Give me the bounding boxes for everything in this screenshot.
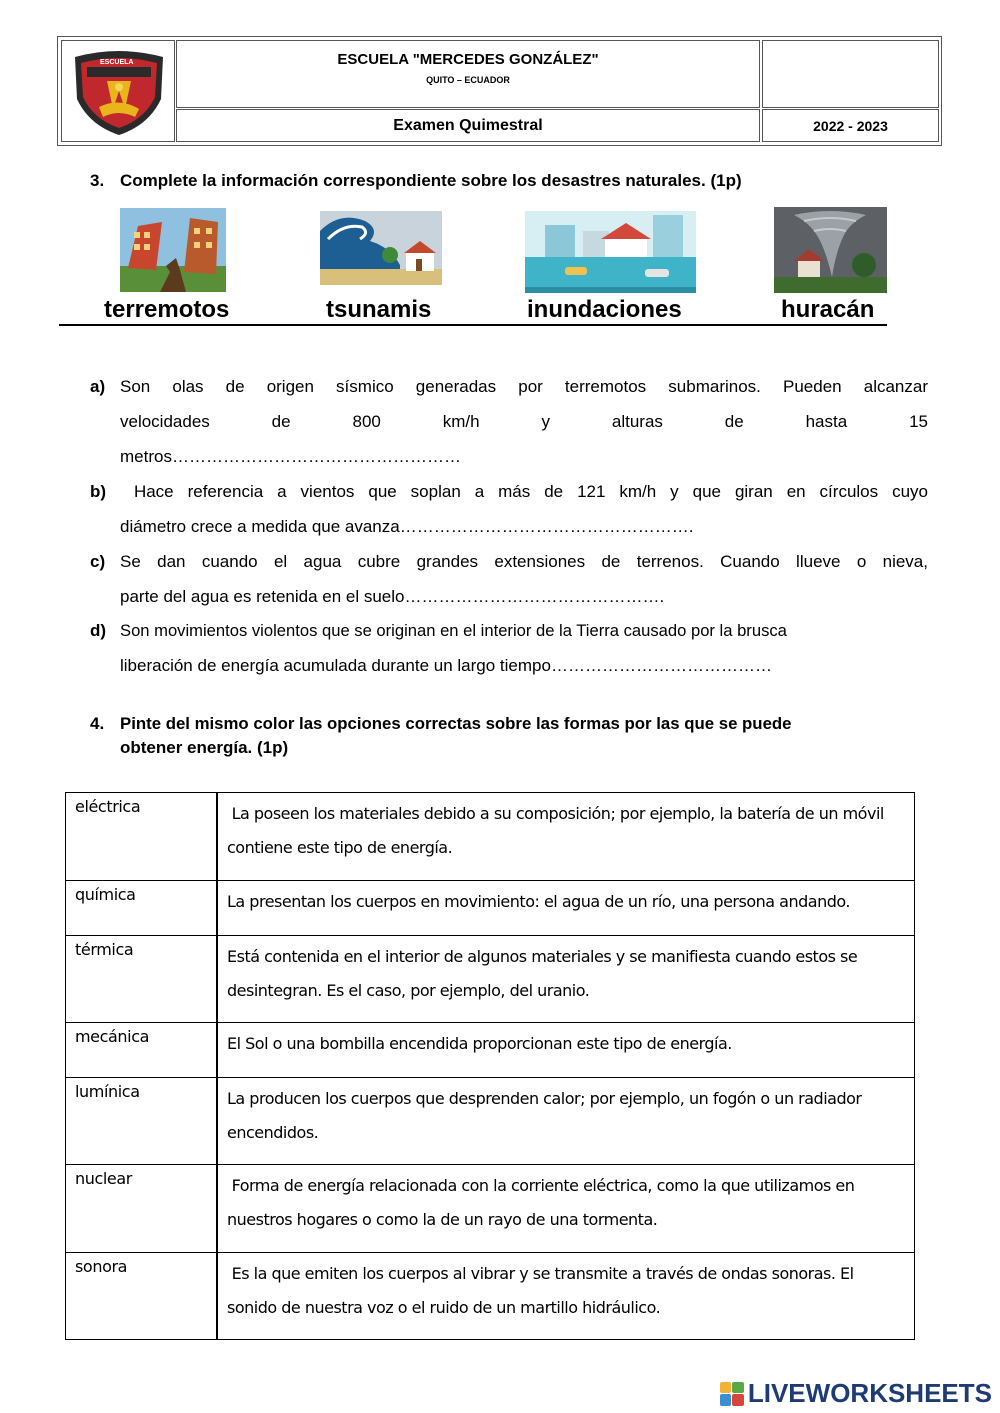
energy-name: química xyxy=(75,885,136,904)
item-d-label: d) xyxy=(90,621,107,640)
table-row xyxy=(66,1164,914,1252)
year-cell xyxy=(762,109,939,142)
energy-description-line: Está contenida en el interior de algunos materiales y se manifiesta cuando estos se xyxy=(227,947,858,966)
item-a-text-1: Son olas de origen sísmico generadas por terremotos submarinos. Pueden alcanzar xyxy=(120,377,928,396)
item-b-line-1 xyxy=(120,482,928,502)
item-b-line-2: diámetro crece a medida que avanza……………………………………………. xyxy=(120,517,694,536)
item-a-text-2: velocidades de 800 km/h y alturas de hasta 15 xyxy=(120,412,928,431)
energy-description-line: encendidos. xyxy=(227,1123,319,1142)
energy-description xyxy=(227,1082,912,1150)
word-earthquakes: terremotos xyxy=(104,296,230,323)
energy-name: térmica xyxy=(75,940,134,959)
item-a-line-2 xyxy=(120,412,928,432)
energy-description xyxy=(227,797,912,865)
energy-description-line: sonido de nuestra voz o el ruido de un martillo hidráulico. xyxy=(227,1298,661,1317)
item-a-line-3: metros…………………………………………… xyxy=(120,447,461,466)
energy-name: nuclear xyxy=(75,1169,132,1188)
energy-name: sonora xyxy=(75,1257,128,1276)
school-year: 2022 - 2023 xyxy=(813,118,888,134)
item-c-line-2: parte del agua es retenida en el suelo………………………………………. xyxy=(120,587,665,606)
energy-description-line: La presentan los cuerpos en movimiento: el agua de un río, una persona andando. xyxy=(227,892,850,911)
question4-title-line-2: obtener energía. (1p) xyxy=(120,738,289,757)
hurricane-picture xyxy=(774,207,887,293)
school-name: ESCUELA "MERCEDES GONZÁLEZ" xyxy=(337,51,599,68)
table-row xyxy=(66,935,914,1022)
energy-name: lumínica xyxy=(75,1082,140,1101)
energy-description xyxy=(227,940,912,1008)
item-a-label: a) xyxy=(90,377,106,396)
hurricane-image-icon xyxy=(774,207,887,293)
table-row xyxy=(66,1077,914,1164)
energy-description-line: La producen los cuerpos que desprenden calor; por ejemplo, un fogón o un radiador xyxy=(227,1089,862,1108)
word-floods: inundaciones xyxy=(527,296,682,323)
item-d-line-2: liberación de energía acumulada durante un largo tiempo………………………………… xyxy=(120,656,772,675)
energy-description-line: El Sol o una bombilla encendida proporcionan este tipo de energía. xyxy=(227,1034,732,1053)
question4-title-line-1: Pinte del mismo color las opciones correctas sobre las formas por las que se puede xyxy=(120,714,792,733)
item-b-text-1: Hace referencia a vientos que soplan a más de 121 km/h y que giran en círculos cuyo xyxy=(120,482,928,501)
liveworksheets-logo[interactable] xyxy=(720,1378,992,1409)
earthquake-picture xyxy=(120,208,226,292)
empty-cell xyxy=(762,40,939,108)
earthquake-image-icon xyxy=(120,208,226,292)
question3-number: 3. xyxy=(90,171,105,190)
flood-image-icon xyxy=(525,211,696,293)
table-row xyxy=(66,793,914,880)
tsunami-picture xyxy=(320,211,442,285)
table-row xyxy=(66,880,914,935)
energy-name: mecánica xyxy=(75,1027,150,1046)
flood-picture xyxy=(525,211,696,293)
energy-description xyxy=(227,1257,912,1325)
exam-title: Examen Quimestral xyxy=(393,117,543,134)
table-row xyxy=(66,1252,914,1339)
logo-cell xyxy=(61,40,175,142)
item-c-label: c) xyxy=(90,552,106,571)
liveworksheets-brand: LIVEWORKSHEETS xyxy=(747,1378,992,1408)
energy-description-line: La poseen los materiales debido a su composición; por ejemplo, la batería de un móvil xyxy=(227,804,884,823)
exam-title-cell xyxy=(176,109,760,142)
energy-table xyxy=(65,792,915,1340)
table-row xyxy=(66,1022,914,1077)
word-tsunamis: tsunamis xyxy=(326,296,432,323)
school-cell xyxy=(176,40,760,108)
energy-description xyxy=(227,1027,912,1061)
energy-description-line: nuestros hogares o como la de un rayo de una tormenta. xyxy=(227,1210,658,1229)
question4-number: 4. xyxy=(90,714,105,733)
tsunami-image-icon xyxy=(320,211,442,285)
energy-description xyxy=(227,885,912,919)
word-hurricane: huracán xyxy=(781,296,875,323)
school-city: QUITO – ECUADOR xyxy=(426,75,510,85)
energy-description-line: contiene este tipo de energía. xyxy=(227,838,453,857)
energy-description-line: Forma de energía relacionada con la corriente eléctrica, como la que utilizamos en xyxy=(227,1176,855,1195)
item-b-label: b) xyxy=(90,482,107,501)
header-table xyxy=(57,36,942,146)
energy-name: eléctrica xyxy=(75,797,141,816)
shield-label: ESCUELA xyxy=(100,59,134,66)
item-d-line-1: Son movimientos violentos que se originan en el interior de la Tierra causado por la brusca xyxy=(120,621,787,640)
question3-title: Complete la información correspondiente sobre los desastres naturales. (1p) xyxy=(120,171,742,190)
liveworksheets-icon xyxy=(720,1382,744,1406)
item-c-text-1: Se dan cuando el agua cubre grandes extensiones de terrenos. Cuando llueve o nieva, xyxy=(120,552,928,571)
energy-description-line: Es la que emiten los cuerpos al vibrar y se transmite a través de ondas sonoras. El xyxy=(227,1264,854,1283)
word-bank-underline xyxy=(59,324,887,326)
energy-description-line: desintegran. Es el caso, por ejemplo, del uranio. xyxy=(227,981,590,1000)
item-c-line-1 xyxy=(120,552,928,572)
item-a-line-1 xyxy=(120,377,928,397)
energy-description xyxy=(227,1169,912,1237)
